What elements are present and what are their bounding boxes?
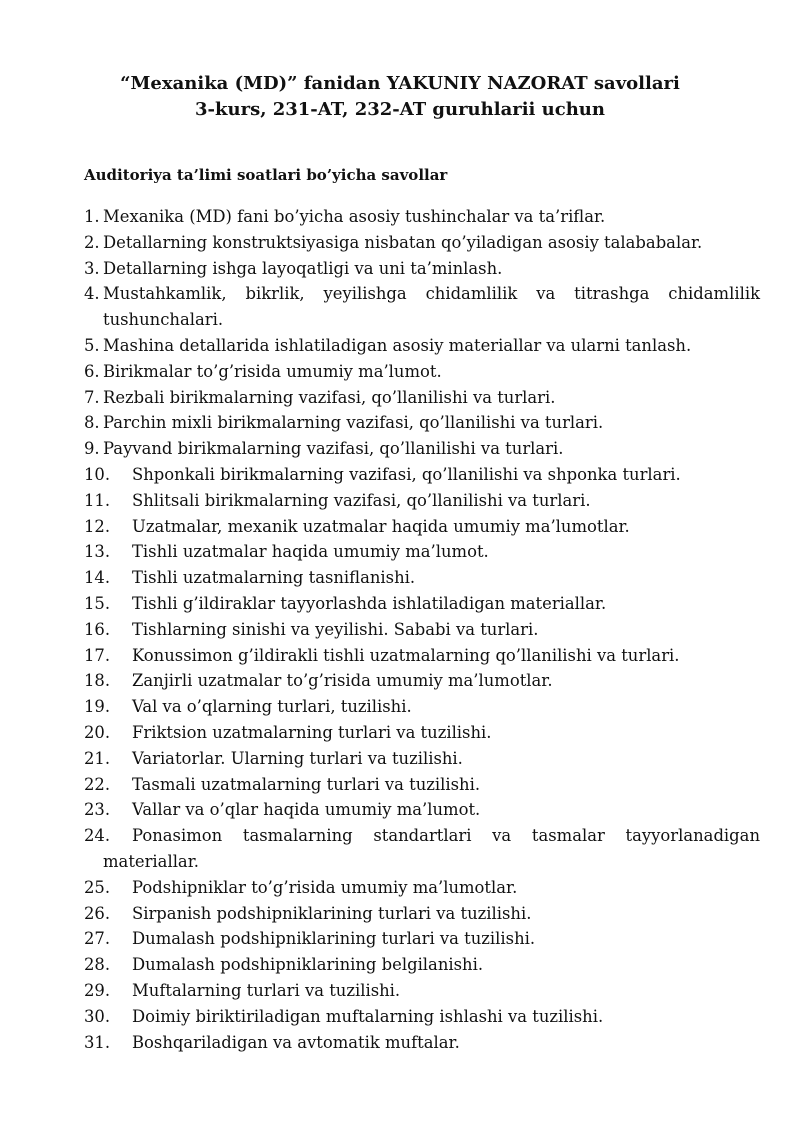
question-item bbox=[84, 746, 760, 772]
question-number: 19. bbox=[84, 697, 111, 717]
question-item bbox=[84, 1004, 760, 1030]
question-item bbox=[84, 978, 760, 1004]
question-text: Rezbali birikmalarning vazifasi, qo’llanilishi va turlari. bbox=[103, 387, 556, 407]
question-number: 22. bbox=[84, 774, 111, 794]
question-item bbox=[84, 281, 760, 333]
question-text: Parchin mixli birikmalarning vazifasi, qo’llanilishi va turlari. bbox=[103, 413, 604, 433]
question-item bbox=[84, 952, 760, 978]
question-item bbox=[84, 772, 760, 798]
question-text: Shponkali birikmalarning vazifasi, qo’llanilishi va shponka turlari. bbox=[132, 464, 681, 484]
question-item bbox=[84, 668, 760, 694]
question-text: Shlitsali birikmalarning vazifasi, qo’llanilishi va turlari. bbox=[132, 490, 591, 510]
question-number: 14. bbox=[84, 568, 111, 588]
question-text: Detallarning konstruktsiyasiga nisbatan qo’yiladigan asosiy talababalar. bbox=[103, 232, 703, 252]
question-item bbox=[84, 901, 760, 927]
question-number: 8. bbox=[84, 413, 100, 433]
question-text: Boshqariladigan va avtomatik muftalar. bbox=[132, 1032, 460, 1052]
question-text: Dumalash podshipniklarining belgilanishi. bbox=[132, 955, 484, 975]
question-number: 24. bbox=[84, 826, 111, 846]
question-number: 12. bbox=[84, 516, 111, 536]
question-text: Friktsion uzatmalarning turlari va tuzilishi. bbox=[132, 722, 492, 742]
question-text: Ponasimon tasmalarning standartlari va tasmalar tayyorlanadigan materiallar. bbox=[103, 826, 760, 871]
question-item bbox=[84, 333, 760, 359]
question-text: Mexanika (MD) fani bo’yicha asosiy tushinchalar va ta’riflar. bbox=[103, 207, 606, 226]
question-item bbox=[84, 591, 760, 617]
question-number: 21. bbox=[84, 748, 111, 768]
question-item bbox=[84, 436, 760, 462]
question-number: 28. bbox=[84, 955, 111, 975]
question-number: 16. bbox=[84, 619, 111, 639]
question-text: Vallar va o’qlar haqida umumiy ma’lumot. bbox=[132, 800, 481, 820]
question-item bbox=[84, 565, 760, 591]
document-title: “Mexanika (MD)” fanidan YAKUNIY NAZORAT savollari bbox=[120, 73, 680, 94]
question-number: 6. bbox=[84, 361, 100, 381]
question-text: Tishli uzatmalarning tasniflanishi. bbox=[132, 568, 416, 588]
question-item bbox=[84, 823, 760, 875]
question-item bbox=[84, 204, 760, 230]
question-number: 25. bbox=[84, 877, 111, 897]
question-text: Mashina detallarida ishlatiladigan asosiy materiallar va ularni tanlash. bbox=[103, 335, 692, 355]
question-item bbox=[84, 539, 760, 565]
section-heading: Auditoriya ta’limi soatlari bo’yicha savollar bbox=[84, 166, 448, 184]
question-text: Mustahkamlik, bikrlik, yeyilishga chidamlilik va titrashga chidamlilik tushunchalari. bbox=[103, 284, 760, 330]
question-item bbox=[84, 797, 760, 823]
questions-list bbox=[84, 204, 760, 1055]
question-text: Muftalarning turlari va tuzilishi. bbox=[132, 980, 401, 1000]
question-number: 29. bbox=[84, 980, 111, 1000]
question-text: Dumalash podshipniklarining turlari va tuzilishi. bbox=[132, 929, 536, 949]
question-text: Tishlarning sinishi va yeyilishi. Sababi va turlari. bbox=[132, 619, 539, 639]
question-text: Doimiy biriktiriladigan muftalarning ishlashi va tuzilishi. bbox=[132, 1006, 604, 1026]
question-number: 4. bbox=[84, 284, 100, 304]
document-subtitle: 3-kurs, 231-AT, 232-AT guruhlarii uchun bbox=[195, 99, 605, 120]
question-text: Payvand birikmalarning vazifasi, qo’llanilishi va turlari. bbox=[103, 439, 564, 459]
question-number: 3. bbox=[84, 258, 100, 278]
question-item bbox=[84, 514, 760, 540]
question-number: 5. bbox=[84, 335, 100, 355]
question-item bbox=[84, 694, 760, 720]
question-text: Detallarning ishga layoqatligi va uni ta’minlash. bbox=[103, 258, 503, 278]
question-number: 11. bbox=[84, 490, 111, 510]
question-item bbox=[84, 385, 760, 411]
question-item bbox=[84, 462, 760, 488]
question-number: 18. bbox=[84, 671, 111, 691]
question-number: 9. bbox=[84, 439, 100, 459]
question-number: 13. bbox=[84, 542, 111, 562]
question-item bbox=[84, 875, 760, 901]
question-text: Tishli g’ildiraklar tayyorlashda ishlatiladigan materiallar. bbox=[132, 593, 607, 613]
question-item bbox=[84, 1030, 760, 1056]
question-number: 2. bbox=[84, 232, 100, 252]
question-number: 15. bbox=[84, 593, 111, 613]
question-number: 10. bbox=[84, 464, 111, 484]
question-text: Sirpanish podshipniklarining turlari va tuzilishi. bbox=[132, 903, 532, 923]
question-item bbox=[84, 643, 760, 669]
question-item bbox=[84, 410, 760, 436]
question-text: Konussimon g’ildirakli tishli uzatmalarning qo’llanilishi va turlari. bbox=[132, 645, 680, 665]
question-item bbox=[84, 617, 760, 643]
question-text: Podshipniklar to’g’risida umumiy ma’lumotlar. bbox=[132, 877, 518, 897]
question-number: 17. bbox=[84, 645, 111, 665]
question-item bbox=[84, 230, 760, 256]
question-number: 27. bbox=[84, 929, 111, 949]
question-number: 31. bbox=[84, 1032, 111, 1052]
question-number: 20. bbox=[84, 722, 111, 742]
question-text: Tishli uzatmalar haqida umumiy ma’lumot. bbox=[132, 542, 489, 562]
question-text: Variatorlar. Ularning turlari va tuzilishi. bbox=[132, 748, 463, 768]
question-number: 7. bbox=[84, 387, 100, 407]
question-text: Val va o’qlarning turlari, tuzilishi. bbox=[132, 697, 412, 717]
question-text: Tasmali uzatmalarning turlari va tuzilishi. bbox=[132, 774, 481, 794]
question-number: 30. bbox=[84, 1006, 111, 1026]
question-item bbox=[84, 256, 760, 282]
question-number: 1. bbox=[84, 207, 100, 226]
question-number: 26. bbox=[84, 903, 111, 923]
question-item bbox=[84, 359, 760, 385]
question-text: Zanjirli uzatmalar to’g’risida umumiy ma’lumotlar. bbox=[132, 671, 553, 691]
question-item bbox=[84, 926, 760, 952]
question-text: Uzatmalar, mexanik uzatmalar haqida umumiy ma’lumotlar. bbox=[132, 516, 630, 536]
question-number: 23. bbox=[84, 800, 111, 820]
question-item bbox=[84, 720, 760, 746]
question-text: Birikmalar to’g’risida umumiy ma’lumot. bbox=[103, 361, 442, 381]
question-item bbox=[84, 488, 760, 514]
